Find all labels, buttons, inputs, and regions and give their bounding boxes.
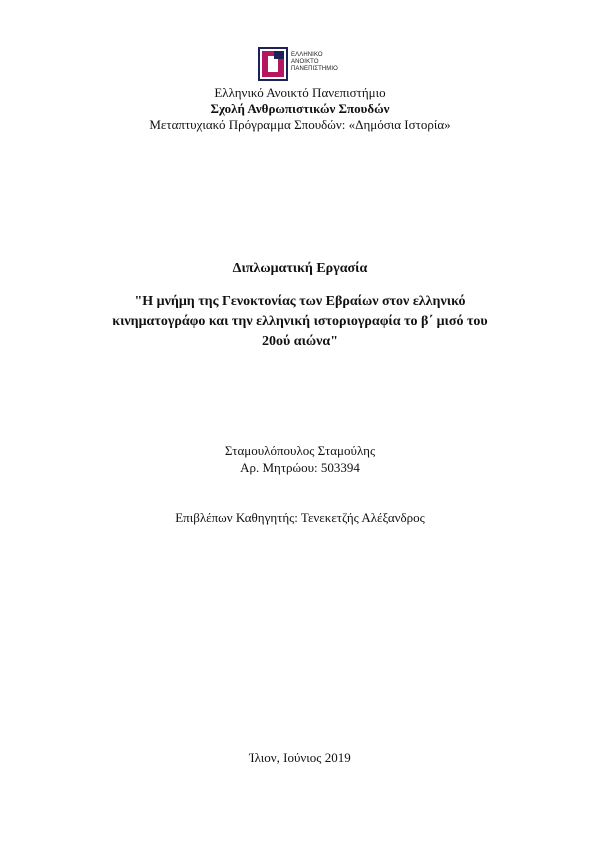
logo-line-2: ΑΝΟΙΚΤΟ xyxy=(291,59,319,66)
thesis-title-line-2: κινηματογράφο και την ελληνική ιστοριογραφία το β΄ μισό του xyxy=(112,314,488,329)
university-name: Ελληνικό Ανοικτό Πανεπιστήμιο xyxy=(214,85,386,100)
logo-line-3: ΠΑΝΕΠΙΣΤΗΜΙΟ xyxy=(291,66,338,73)
eap-logo-icon xyxy=(258,47,288,81)
school-name: Σχολή Ανθρωπιστικών Σπουδών xyxy=(210,101,390,116)
university-logo xyxy=(258,47,350,81)
program-name: Μεταπτυχιακό Πρόγραμμα Σπουδών: «Δημόσια Ιστορία» xyxy=(149,117,451,132)
thesis-title-line-3: 20ού αιώνα" xyxy=(262,334,338,349)
author-name: Σταμουλόπουλος Σταμούλης xyxy=(224,443,376,458)
supervisor: Επιβλέπων Καθηγητής: Τενεκετζής Αλέξανδρος xyxy=(175,510,425,525)
thesis-title-line-1: "Η μνήμη της Γενοκτονίας των Εβραίων στον ελληνικό xyxy=(134,294,466,309)
thesis-type: Διπλωματική Εργασία xyxy=(232,261,368,276)
place-date: Ίλιον, Ιούνιος 2019 xyxy=(249,750,351,765)
logo-line-1: ΕΛΛΗΝΙΚΟ xyxy=(291,52,323,58)
registration-number: Αρ. Μητρώου: 503394 xyxy=(240,460,360,475)
logo-wordmark xyxy=(291,52,338,74)
